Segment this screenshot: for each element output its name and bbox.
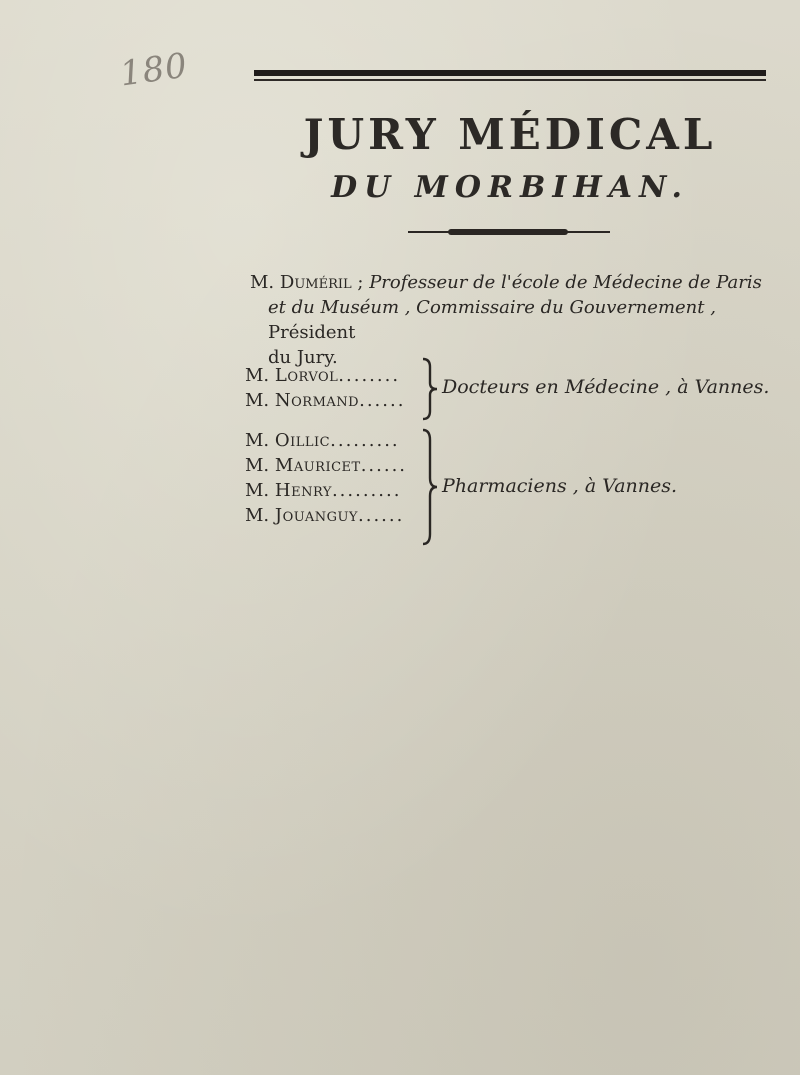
member-name: Henry: [274, 480, 332, 501]
president-prefix: M.: [250, 272, 275, 293]
president-role-line1: Professeur de l'école de Médecine de Paris: [369, 272, 762, 293]
list-item: M. Mauricet......: [245, 455, 408, 476]
thin-rule: [254, 79, 766, 81]
president-line2-wrap: [250, 295, 790, 345]
list-item: M. Normand......: [245, 390, 406, 411]
page-title: JURY MÉDICAL: [303, 110, 717, 159]
list-item: M. Jouanguy......: [245, 505, 405, 526]
doctors-list: [245, 363, 405, 413]
president-entry: [250, 270, 790, 370]
president-name: Duméril: [279, 272, 352, 293]
list-item: M. Oillic.........: [245, 430, 400, 451]
folio-number: 180: [117, 45, 191, 95]
pharmacists-brace: [420, 428, 440, 546]
member-name: Normand: [274, 390, 360, 411]
ornament-rule: [408, 228, 610, 238]
pharmacists-role: Pharmaciens , à Vannes.: [442, 475, 678, 497]
president-role-line2: et du Muséum , Commissaire du Gouvernement ,: [268, 297, 716, 318]
pharmacists-list: [245, 428, 407, 528]
member-name: Mauricet: [274, 455, 361, 476]
list-item: M. Lorvol........: [245, 365, 401, 386]
member-name: Oillic: [274, 430, 331, 451]
president-line3: du Jury.: [268, 347, 338, 368]
thick-rule: [254, 70, 766, 76]
president-title: Président: [268, 322, 356, 343]
member-name: Lorvol: [274, 365, 339, 386]
president-separator: ;: [357, 272, 364, 293]
page-subtitle: DU MORBIHAN.: [331, 170, 689, 205]
list-item: M. Henry.........: [245, 480, 402, 501]
top-double-rule: [254, 70, 766, 82]
doctors-role: Docteurs en Médecine , à Vannes.: [442, 376, 770, 398]
member-name: Jouanguy: [274, 505, 359, 526]
doctors-brace: [420, 357, 440, 421]
